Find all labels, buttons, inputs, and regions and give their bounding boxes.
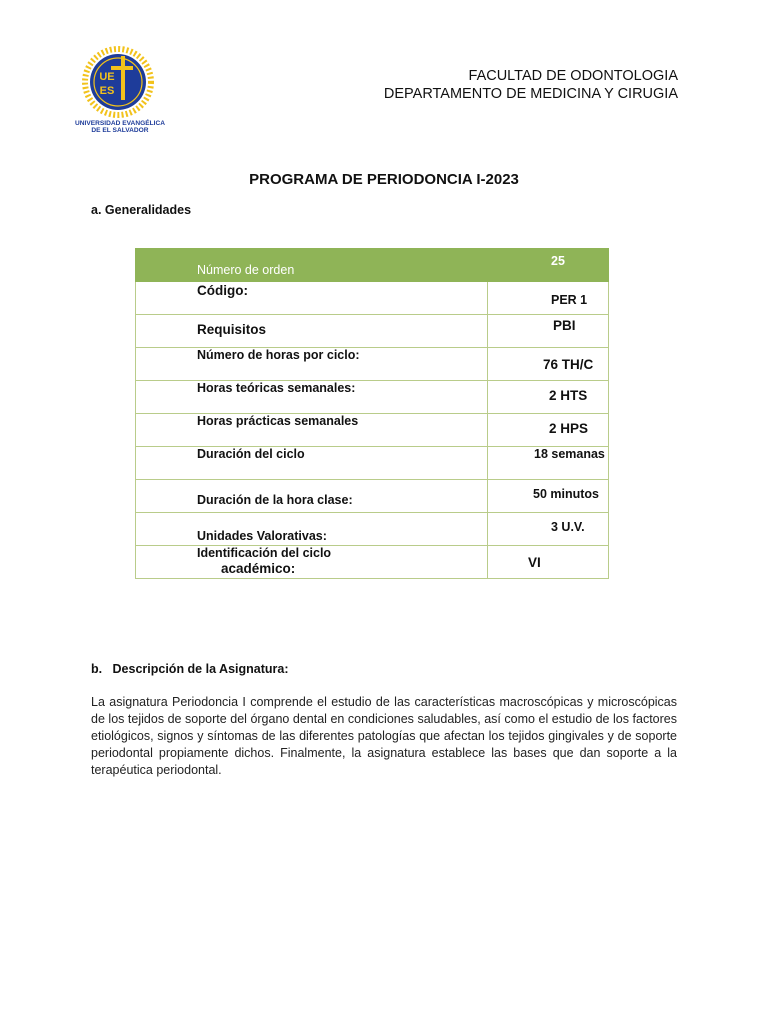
table-row bbox=[136, 414, 609, 447]
logo-name-line2: DE EL SALVADOR bbox=[91, 127, 149, 134]
university-seal-icon bbox=[66, 46, 174, 136]
row-label-order-number: Número de orden bbox=[136, 249, 488, 282]
table-row bbox=[136, 249, 609, 282]
row-label-hours-per-cycle: Número de horas por ciclo: bbox=[136, 348, 488, 381]
table-row bbox=[136, 381, 609, 414]
row-label-cycle-duration: Duración del ciclo bbox=[136, 447, 488, 480]
generalities-table bbox=[135, 248, 609, 579]
university-logo bbox=[66, 46, 174, 136]
department-name: DEPARTAMENTO DE MEDICINA Y CIRUGIA bbox=[383, 86, 678, 102]
table-row bbox=[136, 315, 609, 348]
row-value-value-units: 3 U.V. bbox=[488, 513, 609, 546]
table-row bbox=[136, 480, 609, 513]
table-row bbox=[136, 282, 609, 315]
row-value-theory-hours: 2 HTS bbox=[488, 381, 609, 414]
row-value-class-hour-duration: 50 minutos bbox=[488, 480, 609, 513]
row-label-cycle-identification: Identificación del ciclo académico: bbox=[136, 546, 488, 579]
faculty-name: FACULTAD DE ODONTOLOGIA bbox=[468, 68, 678, 84]
row-value-cycle-identification: VI bbox=[488, 546, 609, 579]
section-a-heading: a. Generalidades bbox=[91, 203, 192, 217]
table-row bbox=[136, 546, 609, 579]
cross-icon bbox=[121, 56, 125, 100]
row-label-code: Código: bbox=[136, 282, 488, 315]
seal-initials-top: UE bbox=[99, 71, 115, 83]
table-row bbox=[136, 447, 609, 480]
row-label-requirements: Requisitos bbox=[136, 315, 488, 348]
row-label-class-hour-duration: Duración de la hora clase: bbox=[136, 480, 488, 513]
row-value-hours-per-cycle: 76 TH/C bbox=[488, 348, 609, 381]
row-value-cycle-duration: 18 semanas bbox=[488, 447, 609, 480]
row-label-practice-hours: Horas prácticas semanales bbox=[136, 414, 488, 447]
row-label-theory-hours: Horas teóricas semanales: bbox=[136, 381, 488, 414]
row-value-order-number: 25 bbox=[488, 249, 609, 282]
row-value-practice-hours: 2 HPS bbox=[488, 414, 609, 447]
table-row bbox=[136, 513, 609, 546]
row-label-value-units: Unidades Valorativas: bbox=[136, 513, 488, 546]
row-value-requirements: PBI bbox=[488, 315, 609, 348]
document-header bbox=[384, 67, 678, 103]
course-description: La asignatura Periodoncia I comprende el estudio de las características macroscópicas y microscópicas de los tejidos de soporte del órgano dental en condiciones saludables, así como el estudio de los factores etiológicos, signos y síntomas de las diferentes patologías que afectan los tejidos gingivales y de soporte periodontal propiamente dichos. Finalmente, la asignatura establece las bases que dan soporte a la terapéutica periodontal. bbox=[91, 695, 677, 777]
section-b-heading: b. Descripción de la Asignatura: bbox=[91, 662, 289, 676]
row-value-code: PER 1 bbox=[488, 282, 609, 315]
logo-name-line1: UNIVERSIDAD EVANGÉLICA bbox=[74, 120, 166, 127]
table-row bbox=[136, 348, 609, 381]
document-title: PROGRAMA DE PERIODONCIA I-2023 bbox=[249, 171, 519, 188]
seal-initials-bottom: ES bbox=[99, 85, 115, 97]
